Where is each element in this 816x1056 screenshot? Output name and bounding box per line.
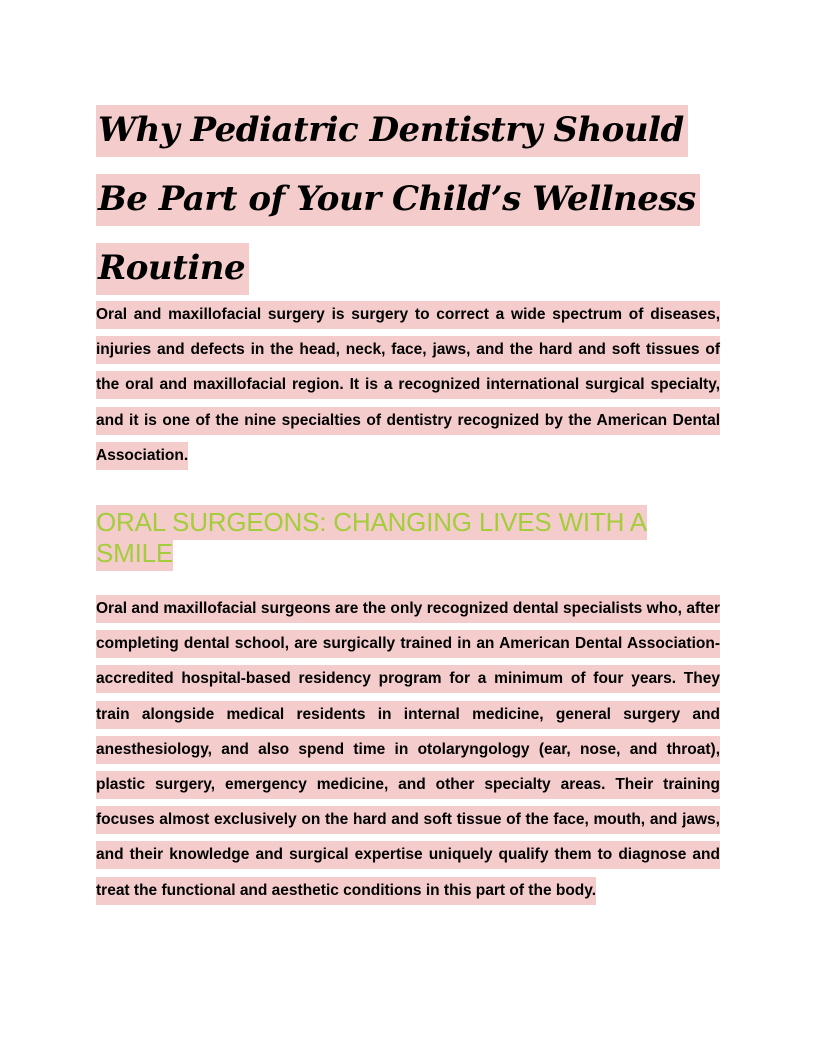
intro-paragraph <box>96 297 720 473</box>
intro-paragraph-text: Oral and maxillofacial surgery is surgery to correct a wide spectrum of diseases, injuries and defects in the head, neck, face, jaws, and the hard and soft tissues of the oral and maxillofacial region. It is a recognized international surgical specialty, and it is one of the nine specialties of dentistry recognized by the American Dental Association. <box>96 301 720 470</box>
section-heading <box>96 507 720 569</box>
document-title-text: Why Pediatric Dentistry Should Be Part of Your Child’s Wellness Routine <box>96 105 700 295</box>
section-paragraph-text: Oral and maxillofacial surgeons are the only recognized dental specialists who, after completing dental school, are surgically trained in an American Dental Association-accredited hospital-based residency program for a minimum of four years. They train alongside medical residents in internal medicine, general surgery and anesthesiology, and also spend time in otolaryngology (ear, nose, and throat), plastic surgery, emergency medicine, and other specialty areas. Their training focuses almost exclusively on the hard and soft tissue of the face, mouth, and jaws, and their knowledge and surgical expertise uniquely qualify them to diagnose and treat the functional and aesthetic conditions in this part of the body. <box>96 595 720 905</box>
section-paragraph <box>96 591 720 908</box>
document-title <box>96 96 736 303</box>
section-heading-text: ORAL SURGEONS: CHANGING LIVES WITH A SMILE <box>96 505 647 571</box>
